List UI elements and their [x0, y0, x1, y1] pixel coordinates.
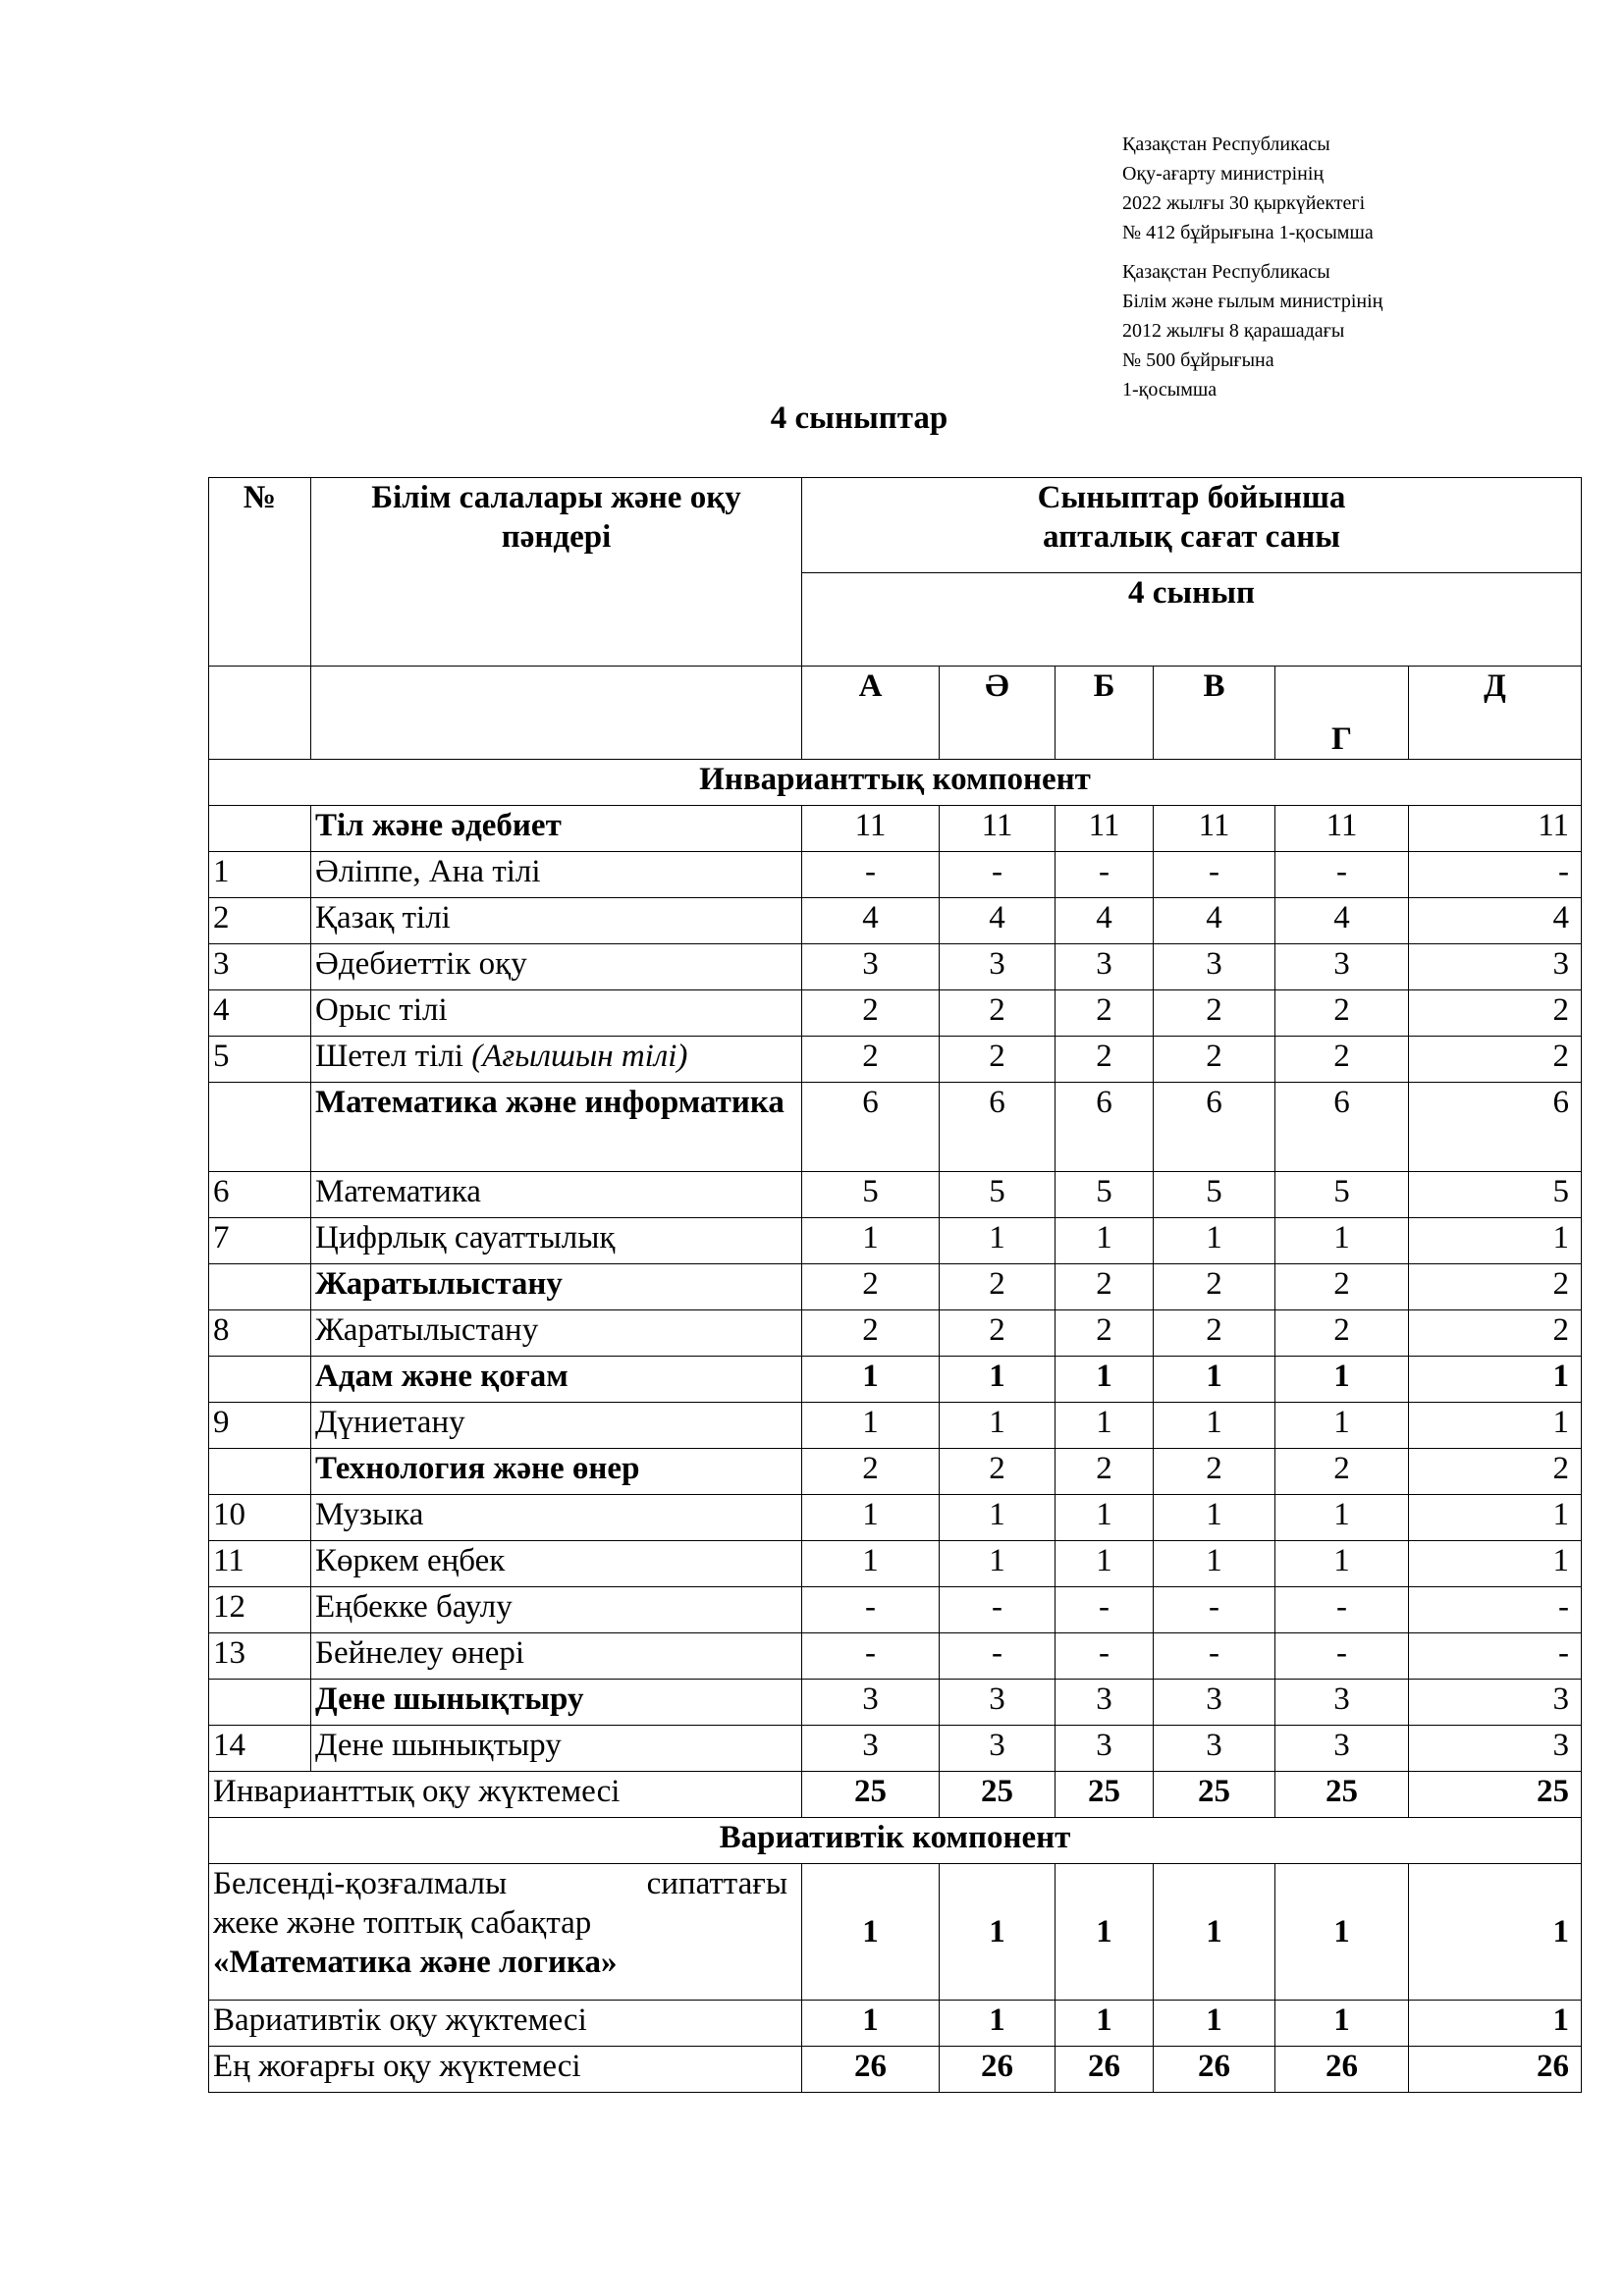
hours-cell: 4	[1056, 898, 1154, 944]
hours-cell: 1	[802, 1495, 940, 1541]
hours-cell: 1	[1056, 1541, 1154, 1587]
subject-name-text: Адам және қоғам	[315, 1359, 568, 1394]
hours-cell: 11	[940, 806, 1056, 852]
hours-cell: 2	[802, 1037, 940, 1083]
hours-cell: 1	[1409, 1403, 1582, 1449]
empty-cell	[311, 667, 802, 760]
subject-name-note: (Ағылшын тілі)	[471, 1039, 688, 1074]
subject-name	[311, 1172, 802, 1218]
hours-cell: 1	[802, 1403, 940, 1449]
hours-cell: -	[1154, 1633, 1275, 1680]
subject-area-row	[209, 1680, 1582, 1726]
class-label: Г	[1275, 667, 1409, 760]
subject-name-text: Дүниетану	[315, 1405, 465, 1440]
hours-cell: 1	[1409, 1357, 1582, 1403]
subject-area-row	[209, 806, 1582, 852]
hours-cell: 1	[1056, 1403, 1154, 1449]
header-row	[209, 478, 1582, 573]
subject-name-text: Шетел тілі	[315, 1039, 463, 1074]
hours-cell: 2	[1056, 1037, 1154, 1083]
subject-name-text: Орыс тілі	[315, 992, 448, 1028]
note-line: Оқу-ағарту министрінің	[1122, 163, 1325, 185]
note-line: 1-қосымша	[1122, 379, 1218, 400]
hours-cell: 1	[1154, 1864, 1275, 2001]
subject-name-text: Әдебиеттік оқу	[315, 946, 527, 982]
hours-cell: 2	[1409, 1449, 1582, 1495]
hours-cell: 3	[1056, 944, 1154, 990]
hours-cell: 1	[1409, 1864, 1582, 2001]
hours-cell: -	[802, 1587, 940, 1633]
hours-cell: 2	[1154, 1037, 1275, 1083]
hours-cell: 3	[1409, 1726, 1582, 1772]
hours-cell: 1	[1154, 1541, 1275, 1587]
hours-cell: 4	[1275, 898, 1409, 944]
subject-name	[311, 1218, 802, 1264]
subject-row	[209, 1587, 1582, 1633]
hours-cell: 6	[1154, 1083, 1275, 1172]
subject-area-row	[209, 1449, 1582, 1495]
hours-cell: 2	[802, 1264, 940, 1310]
invariant-load-row	[209, 1772, 1582, 1818]
hours-cell: 2	[1154, 1310, 1275, 1357]
hours-cell: -	[1275, 852, 1409, 898]
hours-cell: 25	[802, 1772, 940, 1818]
hours-cell: 1	[1275, 1864, 1409, 2001]
hours-cell: 1	[1409, 1218, 1582, 1264]
subject-row	[209, 1218, 1582, 1264]
hours-cell: 1	[1056, 1495, 1154, 1541]
hours-cell: 25	[1056, 1772, 1154, 1818]
hours-cell: 2	[1409, 1037, 1582, 1083]
hours-cell: -	[1154, 1587, 1275, 1633]
hours-cell: 11	[1056, 806, 1154, 852]
note-line: Қазақстан Республикасы	[1122, 133, 1330, 155]
hours-cell: 2	[1409, 1264, 1582, 1310]
subject-name	[311, 1633, 802, 1680]
subject-name	[311, 990, 802, 1037]
hours-cell: 2	[1154, 990, 1275, 1037]
hours-cell: 3	[1056, 1726, 1154, 1772]
class-label: В	[1154, 667, 1275, 760]
subject-name-text: Тіл және әдебиет	[315, 808, 562, 843]
variative-load-row	[209, 2001, 1582, 2047]
hours-cell: 1	[1056, 1218, 1154, 1264]
subject-name-text: Математика және информатика	[315, 1085, 785, 1120]
hours-cell: 3	[1154, 1680, 1275, 1726]
subject-name-text: Қазақ тілі	[315, 900, 451, 935]
note-line: Қазақстан Республикасы	[1122, 261, 1330, 283]
row-number: 14	[209, 1726, 311, 1772]
hours-cell: 2	[802, 1449, 940, 1495]
hours-cell: 1	[940, 2001, 1056, 2047]
subject-name	[311, 1587, 802, 1633]
note-line: № 500 бұйрығына	[1122, 349, 1274, 371]
variative-load-label: Вариативтік оқу жүктемесі	[209, 2001, 802, 2047]
max-load-row	[209, 2047, 1582, 2093]
subject-name-text: Жаратылыстану	[315, 1266, 563, 1302]
row-number: 1	[209, 852, 311, 898]
hours-cell: 6	[802, 1083, 940, 1172]
hours-cell: 1	[940, 1218, 1056, 1264]
hours-cell: 2	[1409, 1310, 1582, 1357]
row-number: 12	[209, 1587, 311, 1633]
row-number: 5	[209, 1037, 311, 1083]
subject-row	[209, 1495, 1582, 1541]
hours-cell: 26	[1056, 2047, 1154, 2093]
class-label: А	[802, 667, 940, 760]
subject-name	[311, 1495, 802, 1541]
hours-cell: 6	[1056, 1083, 1154, 1172]
hours-cell: -	[940, 1587, 1056, 1633]
hours-cell: 3	[1275, 1680, 1409, 1726]
hours-cell: 25	[940, 1772, 1056, 1818]
hours-cell: 5	[940, 1172, 1056, 1218]
subject-name-text: Математика	[315, 1174, 481, 1209]
grade-header: 4 сынып	[802, 573, 1582, 667]
hours-cell: 1	[1275, 1403, 1409, 1449]
subject-row	[209, 990, 1582, 1037]
row-number	[209, 1264, 311, 1310]
hours-cell: -	[1409, 1587, 1582, 1633]
subject-name	[311, 1310, 802, 1357]
row-number: 8	[209, 1310, 311, 1357]
page-title: 4 сыныптар	[770, 400, 948, 436]
hours-cell: -	[1056, 1587, 1154, 1633]
subject-name	[311, 1264, 802, 1310]
hours-cell: 3	[1409, 944, 1582, 990]
row-number: 11	[209, 1541, 311, 1587]
invariant-section-row	[209, 760, 1582, 806]
empty-cell	[209, 667, 311, 760]
subject-name-text: Әліппе, Ана тілі	[315, 854, 541, 889]
hours-cell: 2	[1056, 1264, 1154, 1310]
max-load-label: Ең жоғарғы оқу жүктемесі	[209, 2047, 802, 2093]
hours-cell: -	[1154, 852, 1275, 898]
subject-name-text: Музыка	[315, 1497, 424, 1532]
subject-area-row	[209, 1357, 1582, 1403]
subject-name-text: Көркем еңбек	[315, 1543, 506, 1578]
hours-cell: 1	[1275, 1218, 1409, 1264]
subject-name	[311, 1541, 802, 1587]
hours-cell: 2	[940, 1037, 1056, 1083]
hours-cell: -	[940, 852, 1056, 898]
hours-cell: 2	[940, 990, 1056, 1037]
hours-cell: -	[1056, 852, 1154, 898]
subject-name	[311, 806, 802, 852]
subject-name-text: Технология және өнер	[315, 1451, 640, 1486]
row-number: 7	[209, 1218, 311, 1264]
hours-cell: 1	[1154, 1495, 1275, 1541]
hours-cell: 2	[940, 1449, 1056, 1495]
hours-cell: 3	[1409, 1680, 1582, 1726]
hours-cell: 2	[1275, 1037, 1409, 1083]
variative-title: Вариативтік компонент	[209, 1818, 1582, 1864]
hours-cell: 2	[940, 1264, 1056, 1310]
hours-cell: 5	[1275, 1172, 1409, 1218]
subject-name-text: Жаратылыстану	[315, 1312, 539, 1348]
row-number: 2	[209, 898, 311, 944]
class-label: Д	[1409, 667, 1582, 760]
hours-cell: 6	[940, 1083, 1056, 1172]
hours-cell: 25	[1154, 1772, 1275, 1818]
hours-cell: 3	[1154, 944, 1275, 990]
hours-cell: -	[1056, 1633, 1154, 1680]
hours-cell: 4	[940, 898, 1056, 944]
hours-cell: 2	[1154, 1264, 1275, 1310]
hours-cell: 1	[1056, 1357, 1154, 1403]
activity-description	[209, 1864, 802, 2001]
subject-name-text: Бейнелеу өнері	[315, 1635, 525, 1671]
weekly-hours-header: Сыныптар бойынша апталық сағат саны	[802, 478, 1582, 573]
hours-cell: 1	[1275, 1357, 1409, 1403]
variative-section-row	[209, 1818, 1582, 1864]
invariant-load-label: Инварианттық оқу жүктемесі	[209, 1772, 802, 1818]
hours-cell: 2	[1409, 990, 1582, 1037]
order-note-2012	[1122, 257, 1382, 404]
hours-cell: 1	[802, 2001, 940, 2047]
hours-cell: 1	[1154, 1218, 1275, 1264]
hours-cell: 3	[940, 944, 1056, 990]
subject-row	[209, 944, 1582, 990]
subject-name	[311, 1357, 802, 1403]
hours-cell: 26	[802, 2047, 940, 2093]
hours-cell: 1	[1154, 1403, 1275, 1449]
hours-cell: 1	[940, 1357, 1056, 1403]
hours-cell: 5	[1409, 1172, 1582, 1218]
subject-name	[311, 1726, 802, 1772]
subject-row	[209, 852, 1582, 898]
hours-cell: 2	[1275, 1264, 1409, 1310]
subject-row	[209, 898, 1582, 944]
hours-cell: 26	[940, 2047, 1056, 2093]
hours-cell: 3	[1154, 1726, 1275, 1772]
hours-cell: 4	[1154, 898, 1275, 944]
hours-cell: 4	[1409, 898, 1582, 944]
subject-name	[311, 944, 802, 990]
hours-cell: 26	[1154, 2047, 1275, 2093]
hours-cell: 5	[1154, 1172, 1275, 1218]
hours-cell: 1	[1275, 1495, 1409, 1541]
hours-cell: 1	[802, 1864, 940, 2001]
note-line: 2022 жылғы 30 қыркүйектегі	[1122, 192, 1366, 214]
hours-cell: 1	[1056, 1864, 1154, 2001]
hours-cell: 1	[1409, 1495, 1582, 1541]
hours-cell: 3	[1275, 944, 1409, 990]
row-number: 13	[209, 1633, 311, 1680]
hours-cell: 3	[1275, 1726, 1409, 1772]
hours-cell: 11	[1154, 806, 1275, 852]
row-number	[209, 806, 311, 852]
hours-cell: 3	[940, 1726, 1056, 1772]
hours-cell: 1	[1154, 1357, 1275, 1403]
hours-cell: 2	[1275, 990, 1409, 1037]
subject-row	[209, 1310, 1582, 1357]
hours-cell: 1	[940, 1403, 1056, 1449]
hours-cell: 1	[940, 1864, 1056, 2001]
hours-cell: 5	[802, 1172, 940, 1218]
note-line: № 412 бұйрығына 1-қосымша	[1122, 222, 1374, 243]
subject-row	[209, 1726, 1582, 1772]
subject-area-row	[209, 1083, 1582, 1172]
invariant-title: Инварианттық компонент	[209, 760, 1582, 806]
order-note-2022	[1122, 130, 1374, 247]
hours-cell: 4	[802, 898, 940, 944]
subject-name	[311, 898, 802, 944]
hours-cell: 1	[1275, 1541, 1409, 1587]
hours-cell: 1	[940, 1541, 1056, 1587]
hours-cell: 1	[1409, 1541, 1582, 1587]
hours-cell: 3	[802, 944, 940, 990]
subject-name	[311, 1680, 802, 1726]
hours-cell: 2	[1275, 1310, 1409, 1357]
hours-cell: 6	[1409, 1083, 1582, 1172]
row-number	[209, 1357, 311, 1403]
hours-cell: -	[940, 1633, 1056, 1680]
hours-cell: 1	[1056, 2001, 1154, 2047]
hours-cell: -	[802, 1633, 940, 1680]
hours-cell: -	[802, 852, 940, 898]
hours-cell: -	[1275, 1587, 1409, 1633]
subject-name	[311, 1403, 802, 1449]
subject-name	[311, 852, 802, 898]
row-number	[209, 1083, 311, 1172]
activity-line: жеке және топтық сабақтар	[213, 1905, 592, 1941]
hours-cell: -	[1409, 1633, 1582, 1680]
hours-cell: 26	[1275, 2047, 1409, 2093]
subject-row	[209, 1633, 1582, 1680]
subject-row	[209, 1403, 1582, 1449]
hours-cell: 1	[940, 1495, 1056, 1541]
hours-cell: 3	[802, 1680, 940, 1726]
subject-name	[311, 1037, 802, 1083]
row-number	[209, 1680, 311, 1726]
subject-name-text: Дене шынықтыру	[315, 1682, 584, 1717]
hours-cell: 2	[802, 990, 940, 1037]
activity-row	[209, 1864, 1582, 2001]
hours-cell: 11	[802, 806, 940, 852]
activity-line	[213, 1864, 797, 1903]
row-number: 6	[209, 1172, 311, 1218]
hours-cell: 1	[1409, 2001, 1582, 2047]
hours-cell: 6	[1275, 1083, 1409, 1172]
hours-cell: 2	[1275, 1449, 1409, 1495]
hours-cell: 3	[802, 1726, 940, 1772]
hours-cell: 2	[1154, 1449, 1275, 1495]
class-label: Б	[1056, 667, 1154, 760]
hours-cell: 11	[1275, 806, 1409, 852]
subject-name	[311, 1083, 802, 1172]
hours-cell: 5	[1056, 1172, 1154, 1218]
subject-name	[311, 1449, 802, 1495]
subject-name-text: Цифрлық сауаттылық	[315, 1220, 616, 1255]
hours-cell: 25	[1409, 1772, 1582, 1818]
curriculum-table	[208, 477, 1582, 2093]
row-number	[209, 1449, 311, 1495]
subject-row	[209, 1172, 1582, 1218]
row-number: 10	[209, 1495, 311, 1541]
class-label: Ә	[940, 667, 1056, 760]
hours-cell: -	[1275, 1633, 1409, 1680]
hours-cell: 1	[802, 1357, 940, 1403]
hours-cell: 1	[802, 1218, 940, 1264]
hours-cell: 2	[1056, 1310, 1154, 1357]
subject-area-row	[209, 1264, 1582, 1310]
hours-cell: 11	[1409, 806, 1582, 852]
activity-line-part: Белсенді-қозғалмалы	[213, 1866, 508, 1901]
hours-cell: 26	[1409, 2047, 1582, 2093]
hours-cell: -	[1409, 852, 1582, 898]
subject-header: Білім салалары және оқу пәндері	[311, 478, 802, 667]
classes-row	[209, 667, 1582, 760]
subject-name-text: Дене шынықтыру	[315, 1728, 562, 1763]
note-line: Білім және ғылым министрінің	[1122, 291, 1383, 312]
hours-cell: 3	[940, 1680, 1056, 1726]
hours-cell: 2	[1056, 990, 1154, 1037]
row-number: 3	[209, 944, 311, 990]
subject-row	[209, 1037, 1582, 1083]
num-header: №	[209, 478, 311, 667]
hours-cell: 1	[1275, 2001, 1409, 2047]
hours-cell: 25	[1275, 1772, 1409, 1818]
row-number: 4	[209, 990, 311, 1037]
hours-cell: 2	[802, 1310, 940, 1357]
subject-name-text: Еңбекке баулу	[315, 1589, 513, 1625]
activity-line-title: «Математика және логика»	[213, 1945, 618, 1980]
hours-cell: 1	[802, 1541, 940, 1587]
subject-row	[209, 1541, 1582, 1587]
hours-cell: 2	[1056, 1449, 1154, 1495]
hours-cell: 2	[940, 1310, 1056, 1357]
hours-cell: 1	[1154, 2001, 1275, 2047]
hours-cell: 3	[1056, 1680, 1154, 1726]
activity-line-part: сипаттағы	[646, 1866, 787, 1901]
note-line: 2012 жылғы 8 қарашадағы	[1122, 320, 1345, 342]
row-number: 9	[209, 1403, 311, 1449]
